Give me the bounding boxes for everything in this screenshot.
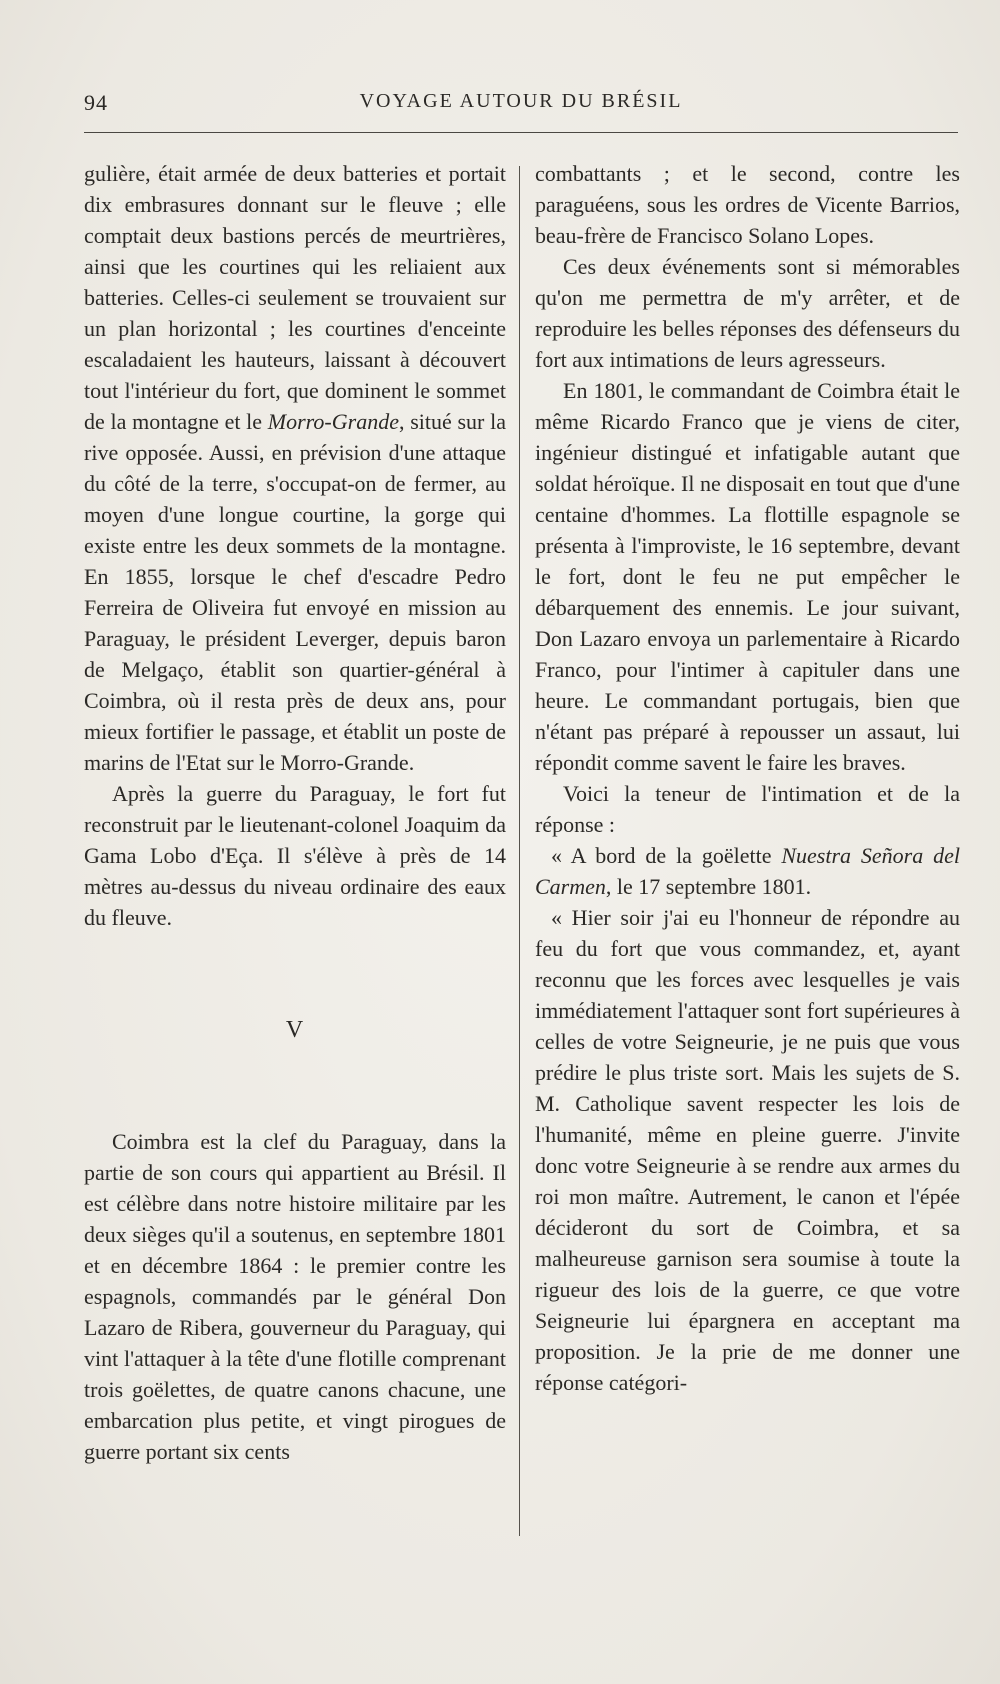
quote-paragraph: « Hier soir j'ai eu l'honneur de répondre au feu du fort que vous commandez, et, ayant reconnu que les forces avec lesquelles je vais immédiatement l'attaquer sont fort supérieures à celles de votre Seigneurie, je ne puis que vous prédire le plus triste sort. Mais les sujets de S. M. Catholique savent respecter les lois de l'humanité, même en pleine guerre. J'invite donc votre Seigneurie à se rendre aux armes du roi mon maître. Autrement, le canon et l'épée décideront du sort de Coimbra, et sa malheureuse garnison sera soumise à toute la rigueur des lois de la guerre, ce que votre Seigneurie lui épargnera en acceptant ma proposition. Je la prie de me donner une réponse catégori- xyxy=(535,905,960,1395)
paragraph-text: , situé sur la rive opposée. Aussi, en prévision d'une attaque du côté de la terre, s'occupat-on de fermer, au moyen d'une longue courtine, la gorge qui existe entre les deux sommets de la montagne. En 1855, lorsque le chef d'escadre Pedro Ferreira de Oliveira fut envoyé en mission au Paraguay, le président Leverger, depuis baron de Melgaço, établit son quartier-général à Coimbra, où il resta près de deux ans, pour mieux fortifier le passage, et établit un poste de marins de l'Etat sur le Morro-Grande. xyxy=(84,409,506,775)
column-divider xyxy=(519,166,520,1536)
paragraph: Voici la teneur de l'intimation et de la réponse : xyxy=(535,781,960,837)
quote-dateline xyxy=(535,840,960,902)
page-number: 94 xyxy=(84,90,108,115)
page-header xyxy=(84,90,958,126)
paragraph-text: « A bord de la goëlette xyxy=(551,843,782,868)
paragraph: combattants ; et le second, contre les paraguéens, sous les ordres de Vicente Barrios, beau-frère de Francisco Solano Lopes. xyxy=(535,161,960,248)
italic-place-name: Morro-Grande xyxy=(267,409,399,434)
italic-ship-name: Nuestra Señora del Carmen xyxy=(535,843,960,899)
paragraph xyxy=(84,158,506,778)
paragraph-text: , le 17 septembre 1801. xyxy=(605,874,812,899)
left-column xyxy=(84,158,506,1467)
paragraph: Ces deux événements sont si mémorables qu'on me permettra de m'y arrêter, et de reproduire les belles réponses des défenseurs du fort aux intimations de leurs agresseurs. xyxy=(535,254,960,372)
header-rule xyxy=(84,132,958,133)
paragraph: Coimbra est la clef du Paraguay, dans la partie de son cours qui appartient au Brésil. Il est célèbre dans notre histoire militaire par les deux sièges qu'il a soutenus, en septembre 1801 et en décembre 1864 : le premier contre les espagnols, commandés par le général Don Lazaro de Ribera, gouverneur du Paraguay, qui vint l'attaquer à la tête d'une flotille comprenant trois goëlettes, de quatre canons chacune, une embarcation plus petite, et vingt pirogues de guerre portant six cents xyxy=(84,1129,506,1464)
section-heading: V xyxy=(285,1017,305,1043)
running-title: VOYAGE AUTOUR DU BRÉSIL xyxy=(359,90,683,112)
paragraph: En 1801, le commandant de Coimbra était le même Ricardo Franco que je viens de citer, ingénieur distingué et infatigable autant que soldat héroïque. Il ne disposait en tout que d'une centaine d'hommes. La flottille espagnole se présenta à l'improviste, le 16 septembre, devant le fort, dont le feu ne put empêcher le débarquement des ennemis. Le jour suivant, Don Lazaro envoya un parlementaire à Ricardo Franco, pour l'intimer à capituler dans une heure. Le commandant portugais, bien que n'étant pas préparé à repousser un assaut, lui répondit comme savent le faire les braves. xyxy=(535,378,960,775)
paragraph-text: gulière, était armée de deux batteries et portait dix embrasures donnant sur le fleuve ; elle comptait deux bastions percés de meurtrières, ainsi que les courtines qui les reliaient aux batteries. Celles-ci seulement se trouvaient sur un plan horizontal ; les courtines d'enceinte escaladaient les hauteurs, laissant à découvert tout l'intérieur du fort, que dominent le sommet de la montagne et le xyxy=(84,161,506,434)
right-column xyxy=(535,158,960,1398)
paragraph: Après la guerre du Paraguay, le fort fut reconstruit par le lieutenant-colonel Joaquim da Gama Lobo d'Eça. Il s'élève à près de 14 mètres au-dessus du niveau ordinaire des eaux du fleuve. xyxy=(84,781,506,930)
